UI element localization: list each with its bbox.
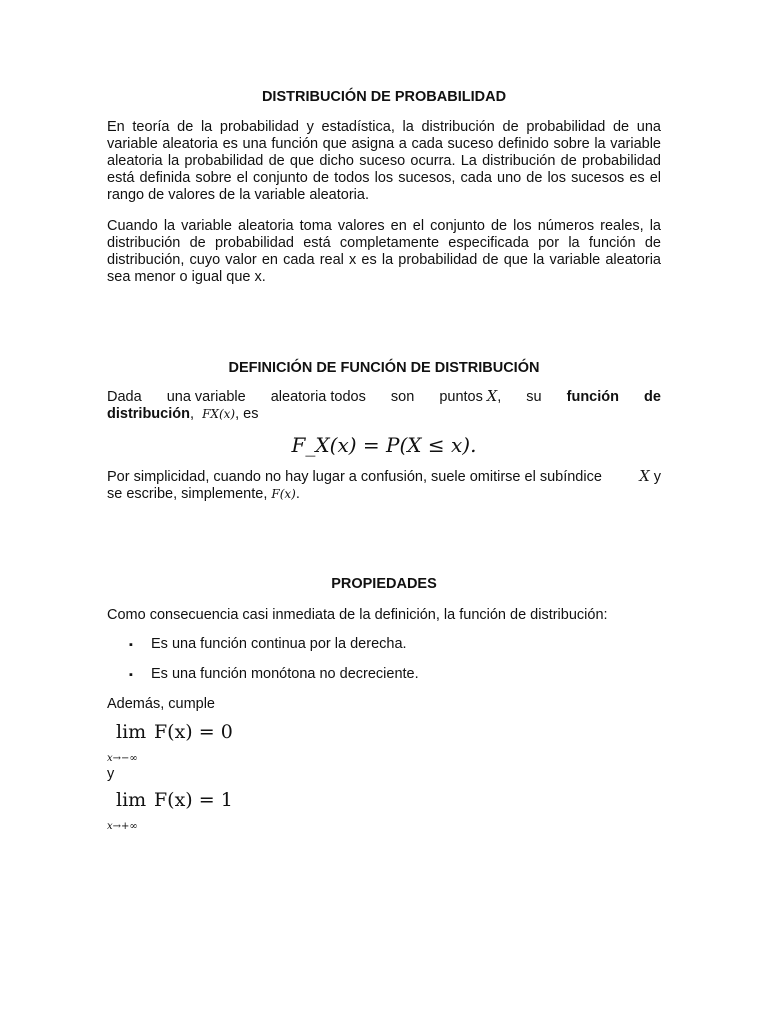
formula-text: F_X(x) = P(X ≤ x). (291, 433, 477, 457)
paragraph-real-numbers: Cuando la variable aleatoria toma valores en el conjunto de los números reales, la distribución de probabilidad está completamente especificada por la función de distribución, cuyo valor en cada real x es la probabilidad de que la variable aleatoria sea menor o igual que x. (107, 218, 661, 285)
lim-word: lim (116, 789, 147, 811)
lim-word: lim (116, 721, 147, 743)
paragraph-consecuencia: Como consecuencia casi inmediata de la definición, la función de distribución: (107, 607, 608, 623)
lim-subscript: x→−∞ (107, 753, 138, 764)
definition-line-2: distribución, FX(x), es (107, 406, 259, 422)
list-item (129, 636, 407, 654)
inline-math-f: F(x) (271, 487, 296, 501)
def-word: su (526, 389, 542, 405)
var-x: X (639, 469, 650, 485)
var-x: X (486, 389, 498, 405)
simplicity-period: . (295, 486, 300, 502)
bullet-icon: ▪ (129, 639, 133, 651)
lim-expression: F(x) = 1 (154, 789, 233, 811)
inline-math-fx: FX(x) (202, 407, 236, 421)
conjunction-y: y (107, 766, 115, 782)
lim-expression: F(x) = 0 (154, 721, 233, 743)
simplicity-text: Por simplicidad, cuando no hay lugar a confusión, suele omitirse el subíndice (107, 469, 602, 485)
simplicity-line2: se escribe, simplemente, (107, 486, 268, 502)
lim-subscript: x→+∞ (107, 821, 138, 832)
def-word: son (390, 389, 415, 405)
def-word: una variable (166, 389, 246, 405)
def-es: , es (235, 406, 259, 422)
list-item-text: Es una función monótona no decreciente. (151, 666, 419, 682)
paragraph-ademas: Además, cumple (107, 696, 215, 712)
def-bold-funcion: función (566, 389, 619, 405)
bullet-icon: ▪ (129, 669, 133, 681)
def-word: aleatoria todos (270, 389, 366, 405)
section-title-funcion: DEFINICIÓN DE FUNCIÓN DE DISTRIBUCIÓN (228, 360, 540, 376)
def-bold-de: de (644, 389, 661, 405)
display-formula (107, 430, 661, 461)
section-title-distribucion: DISTRIBUCIÓN DE PROBABILIDAD (261, 89, 507, 105)
def-bold-distribucion: distribución (107, 406, 190, 422)
list-item-text: Es una función continua por la derecha. (151, 636, 407, 652)
simplicity-y: y (653, 469, 661, 485)
def-word: Dada (107, 389, 142, 405)
list-item (129, 666, 419, 684)
paragraph-definition: En teoría de la probabilidad y estadística, la distribución de probabilidad de una variable aleatoria es una función que asigna a cada suceso definido sobre la variable aleatoria la probabilidad de que dicho suceso ocurra. La distribución de probabilidad está definida sobre el conjunto de todos los sucesos, cada uno de los sucesos es el rango de valores de la variable aleatoria. (107, 119, 661, 203)
definition-line-1 (107, 389, 661, 406)
section-title-propiedades: PROPIEDADES (331, 576, 437, 592)
def-word-puntos: puntos X, (439, 389, 502, 405)
paragraph-simplicity (107, 469, 661, 503)
